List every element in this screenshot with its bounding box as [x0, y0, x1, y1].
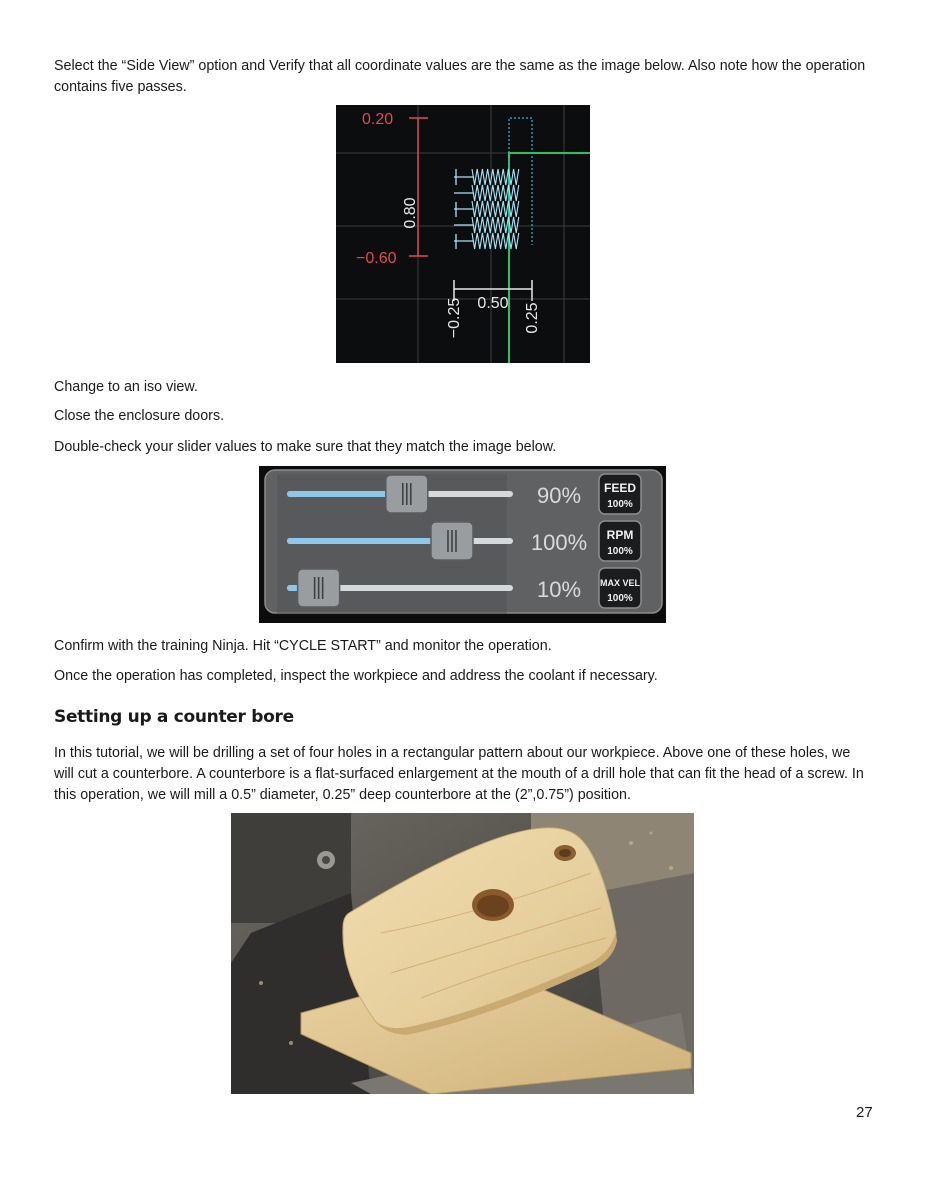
slider-panel [259, 466, 666, 623]
maxvel-percent-label: 10% [536, 577, 582, 602]
step-close-doors: Close the enclosure doors. [54, 408, 225, 424]
intro-paragraph: Select the “Side View” option and Verify that all coordinate values are the same as the image below. Also note how the operation contains five passes. [54, 58, 866, 95]
complete-paragraph: Once the operation has completed, inspect the workpiece and address the coolant if necessary. [54, 668, 658, 684]
page-number: 27 [856, 1104, 873, 1121]
rpm-percent-label: 100% [530, 530, 588, 555]
label-right: 0.25 [524, 302, 541, 334]
rpm-badge-value: 100% [607, 546, 633, 557]
workpiece-image [231, 813, 694, 1094]
rpm-badge-title: RPM [606, 528, 634, 542]
step-iso-view: Change to an iso view. [54, 379, 198, 395]
section-body: In this tutorial, we will be drilling a set of four holes in a rectangular pattern about our workpiece. Above one of these holes, we will cut a counterbore. A counterbore is a flat-surfaced enlargement at the mouth of a drill hole that can fit the head of a screw. In this operation, we will mill a 0.5” diameter, 0.25” deep counterbore at the (2”,0.75”) position. [54, 745, 864, 803]
side-view-figure [336, 105, 590, 363]
feed-percent-label: 90% [536, 483, 582, 508]
label-bottom: −0.60 [356, 250, 397, 267]
label-width: 0.50 [477, 295, 509, 312]
rpm-slider-fill [287, 538, 452, 544]
side-view-image [336, 105, 590, 363]
label-top: 0.20 [362, 111, 394, 128]
feed-badge-title: FEED [603, 481, 637, 495]
slider-panel-figure [259, 466, 666, 623]
workpiece-photo [231, 813, 694, 1094]
maxvel-badge-value: 100% [607, 593, 633, 604]
maxvel-badge-title: MAX VEL [599, 578, 641, 588]
label-left: −0.25 [446, 297, 463, 339]
label-depth: 0.80 [402, 197, 419, 229]
confirm-paragraph: Confirm with the training Ninja. Hit “CYCLE START” and monitor the operation. [54, 638, 552, 654]
step-check-sliders: Double-check your slider values to make sure that they match the image below. [54, 439, 557, 455]
section-heading: Setting up a counter bore [54, 707, 294, 727]
feed-badge-value: 100% [607, 499, 633, 510]
